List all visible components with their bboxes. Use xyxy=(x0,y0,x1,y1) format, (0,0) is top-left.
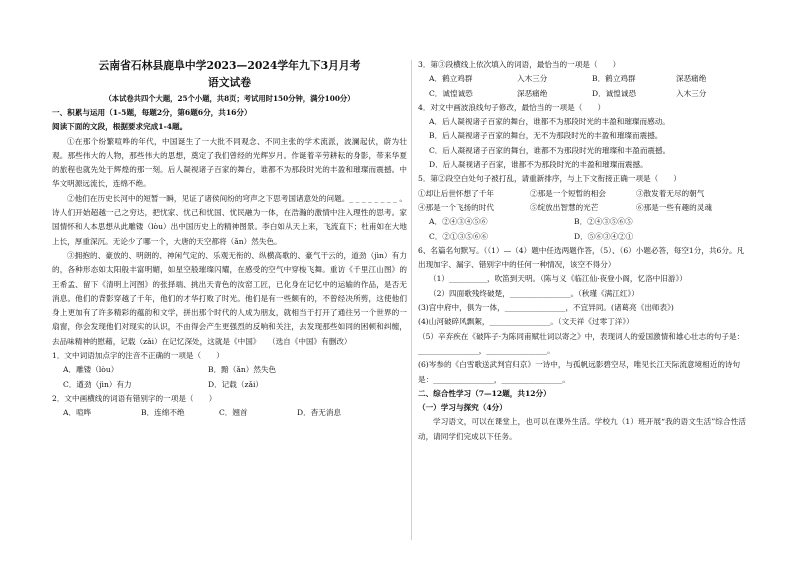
q3-option-b-word2: 深恶痛绝 xyxy=(676,74,707,84)
question-2-stem: 2．文中画横线的词语有错别字的一项是（ ） xyxy=(52,393,217,403)
q4-option-d[interactable]: D．后人凝视诸子百家，谁都不为那段时光的丰盈和璀璨而震撼。 xyxy=(429,160,648,170)
question-2-options xyxy=(52,406,407,420)
q1-option-d[interactable]: D．记载（zǎi） xyxy=(208,379,264,389)
question-1-options-row-1 xyxy=(52,363,407,377)
q3-option-d-word1[interactable]: D．诚惶诚恐 xyxy=(592,88,637,98)
q6-item-2[interactable]: （2）四面歌残终破楚，________________。（秋瑾《满江红》） xyxy=(429,288,639,298)
question-3-stem: 3．第③段横线上依次填入的词语，最恰当的一项是（ ） xyxy=(418,60,621,69)
q1-option-a[interactable]: A．雕镂（lòu） xyxy=(63,365,119,375)
section-1-heading: 一、积累与运用（1-5题，每题2分，第6题6分，共16分） xyxy=(52,108,252,117)
q4-option-c[interactable]: C．后人凝视诸子百家的舞台，谁都不为那段时光的璀璨和丰盈而震撼。 xyxy=(429,145,671,155)
q5-sentence-5: ⑤绽放出智慧的光芒 xyxy=(530,202,599,212)
q5-option-a[interactable]: A．②④③④⑤⑥ xyxy=(429,217,488,227)
q5-option-b[interactable]: B．②④③⑤⑥⑤ xyxy=(574,217,633,227)
question-5-sentences-row-2 xyxy=(418,201,746,215)
q3-option-a-word2: 入木三分 xyxy=(517,74,548,84)
q3-option-d-word2: 入木三分 xyxy=(676,88,707,98)
question-4-stem: 4．对文中画波浪线句子修改，最恰当的一项是（ ） xyxy=(418,102,606,112)
exam-note: （本试卷共四个大题，25个小题，共8页；考试用时150分钟，满分100分） xyxy=(104,94,355,103)
question-1-options-row-2 xyxy=(52,378,407,392)
q1-option-c[interactable]: C．遒劲（jìn）有力 xyxy=(63,379,132,389)
question-3-options-row-2 xyxy=(418,87,746,101)
q6-item-6[interactable]: (6)岑参的《白雪歌送武判官归京》一诗中，与孤帆远影碧空尽，唯见长江天际流意境相近的诗句是：________________，________________。 xyxy=(418,360,741,384)
subsection-1-heading: （一）学习与探究（4分） xyxy=(418,403,507,413)
question-5-options-row-2 xyxy=(418,230,746,244)
q3-option-c-word1[interactable]: C．诚惶诚恐 xyxy=(429,88,473,98)
reading-instruction: 阅读下面的文段，根据要求完成1-4题。 xyxy=(52,122,188,132)
q6-item-5[interactable]: （5）辛弃疾在《破阵子·为陈同甫赋壮词以寄之》中，表现词人的爱国激情和雄心壮志的句子是：________________，________________。 xyxy=(418,331,745,355)
question-1-stem: 1．文中词语加点字的注音不正确的一项是（ ） xyxy=(52,351,224,361)
passage-paragraph-2: ②他们在历史长河中的短暂一瞬，见证了诸侯间纷的穹声之下思考国诸意处的问题。_ _ _ _ _ _ _ _ 。诗人们开始超越一己之穷达，把忧家、忧己和忧国、忧民融为一体，在浩瀚的激情中注入理性的思考。家国情怀和人本思想从此雕镂（lòu）出中国历史上的精神图景。李白如从天上来，飞流直下；杜甫如在大地上长，厚重深沉。无论少了哪一个，大唐的天空都将（ǎn）然失色。 xyxy=(52,193,407,246)
q2-option-a[interactable]: A．喧哗 xyxy=(63,408,92,418)
q5-option-c[interactable]: C．②①③⑤⑥⑥ xyxy=(429,231,488,241)
q5-sentence-3: ③散发着无尽的朝气 xyxy=(636,188,705,198)
q5-sentence-6: ⑥那是一些有趣的灵魂 xyxy=(636,202,712,212)
q3-option-b-word1[interactable]: B．鹤立鸡群 xyxy=(592,74,636,84)
q5-option-d[interactable]: D．⑤⑥③④②① xyxy=(574,231,634,241)
exam-subtitle: 语文试卷 xyxy=(207,76,252,89)
subsection-1-intro: 学习语文，可以在课堂上，也可以在课外生活。学校九（1）班开展“我的语文生活”综合性活动，请同学们完成以下任务。 xyxy=(418,417,746,441)
q3-option-c-word2: 深恶痛绝 xyxy=(517,88,548,98)
question-5-stem: 5．第②段空白处句子被打乱，请重新排序，与上下文衔接正确一项是（ ） xyxy=(418,174,682,184)
exam-title: 云南省石林县鹿阜中学2023—2024学年九下3月月考 xyxy=(98,59,361,72)
column-divider xyxy=(411,60,412,540)
passage-paragraph-1: ①在那个纷繁喧哗的年代，中国诞生了一大批不同观念、不同主张的学术流派，波澜起伏，蔚为壮观。那些伟大的人物，那些伟大的思想，奠定了我们曾经的光辉岁月。作诞着辛劳耕耘的身影，带来华夏的旅程也就先处于辉煌的那一刻。后人凝视诸子百家的舞台，谁都不为那段时光的丰盈和璀璨而震撼。中华文明源远流长，连绵不绝。 xyxy=(52,136,407,189)
q5-sentence-1: ①却让后世怀想了千年 xyxy=(418,188,494,198)
q6-item-4[interactable]: (4)山河破碎风飘絮，________________。（文天祥《过零丁洋》） xyxy=(418,317,634,327)
section-2-heading: 二、综合性学习（7—12题，共12分） xyxy=(418,388,551,398)
q5-sentence-4: ④那是一个飞扬的时代 xyxy=(418,202,494,212)
q2-option-c[interactable]: C．翘首 xyxy=(219,408,248,418)
q5-sentence-2: ②那是一个短暂的相会 xyxy=(530,188,606,198)
q4-option-a[interactable]: A．后人凝视诸子百家的舞台，谁都不为那段时光的丰盈和璀璨而感动。 xyxy=(429,117,670,127)
passage-paragraph-3: ③拥抱的、豪放的、明朗的、神闲气定的、乐观无衔的、纵横高歌的、豪气干云的，道劲（jìn）有力的，各种形态如太阳般丰富明媚，如星空般璀璨闪耀，在感受的空气中穿梭飞舞。重访《千里江山图》的王希孟、留下《清明上河图》的张择端、挑出天青色的汝窑工匠，已化身在记忆中的运输的作品，是否无消息。他们的背影穿越了千年，他们的才华打败了时光。他们是有一些颇有的，不曾经决所剪，这使他们身上更加有了许多精彩的蕴韵和文学，拼出那个时代的人成为朋友，就相当于打开了通往另一个世界的一扇窗，你会发现他们对现实的认识，不由得会产生更强烈的反响和关注，去发现那些如同的困顿和纠缠，去品味精神的慰藉，记载（zǎi）在记忆深处，这就是《中国》 （选自《中国》有删改） xyxy=(52,250,407,346)
question-3-options-row-1 xyxy=(418,72,746,86)
question-6-stem: 6、名篇名句默写。（（1）—（4）题中任选两题作答，（5）、（6）小题必答，每空1分，共6分。凡出现加字、漏字、错别字中的任何一种情况，该空不得分） xyxy=(418,245,745,270)
q2-option-d[interactable]: D．杳无消息 xyxy=(297,408,342,418)
question-5-options-row-1 xyxy=(418,215,746,229)
q1-option-b[interactable]: B．黯（ǎn）然失色 xyxy=(208,365,277,375)
question-5-sentences-row-1 xyxy=(418,187,746,201)
q4-option-b[interactable]: B．后人凝视诸子百家的舞台，无不为那段时光的丰盈和璀璨而震撼。 xyxy=(429,131,663,141)
q6-item-3[interactable]: (3)宫中府中，俱为一体，________________，不宜异同。(诸葛亮《出师表》) xyxy=(418,303,674,313)
q3-option-a-word1[interactable]: A．鹤立鸡群 xyxy=(429,74,473,84)
left-column xyxy=(52,58,407,421)
q6-item-1[interactable]: （1）__________，吹笛到天明。（陈与义《临江仙·夜登小阁，忆洛中旧游》） xyxy=(429,274,687,284)
q2-option-b[interactable]: B．连绵不绝 xyxy=(141,408,185,418)
right-column xyxy=(418,58,746,444)
